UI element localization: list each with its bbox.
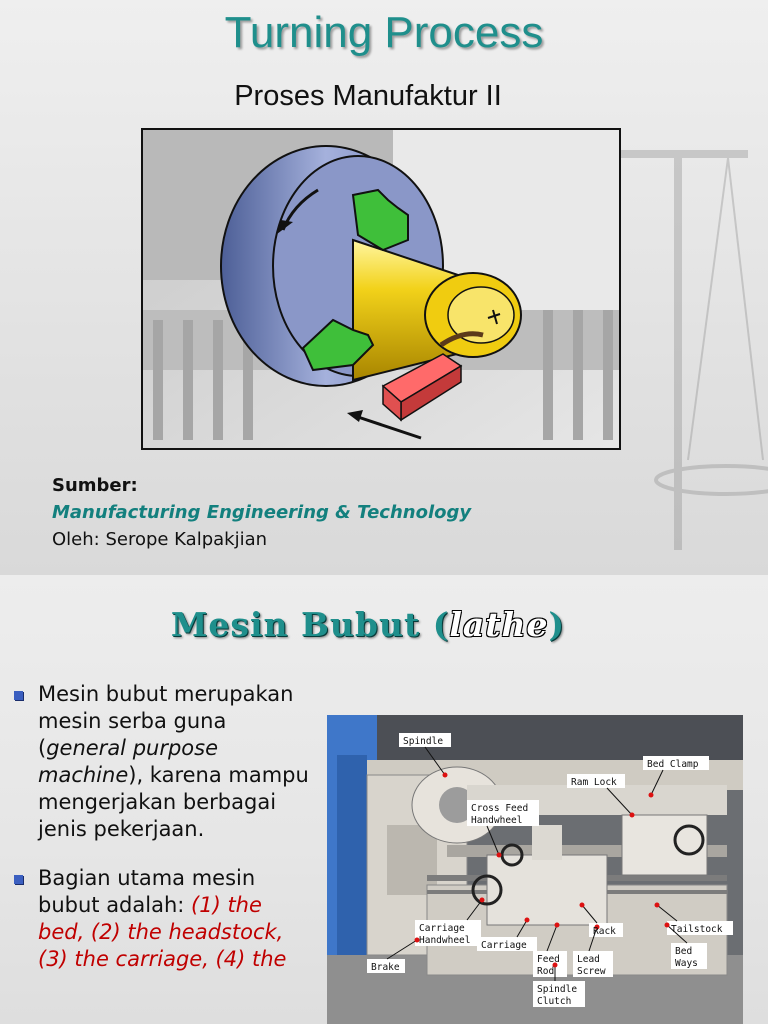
heading-prefix: Mesin Bubut ( (170, 605, 450, 644)
slide-title: Turning Process (224, 8, 544, 57)
bullet-item (14, 865, 314, 973)
label-ram-lock: Ram Lock (571, 777, 617, 788)
label-rack: Rack (593, 926, 616, 937)
source-author: Oleh: Serope Kalpakjian (52, 529, 268, 550)
bullet-list (14, 681, 314, 973)
heading-lathe: lathe (449, 605, 549, 644)
slide-heading (0, 605, 736, 644)
label-lead-screw-1: Lead (577, 954, 600, 965)
label-bed-ways-2: Ways (675, 958, 698, 969)
label-carriage-hw-2: Handwheel (419, 935, 471, 946)
bullet2-text1: Bagian utama mesin bubut adalah: (38, 866, 256, 917)
label-brake: Brake (371, 962, 400, 973)
label-carriage-hw-1: Carriage (419, 923, 465, 934)
label-cross-feed-2: Handwheel (471, 815, 523, 826)
label-cross-feed-1: Cross Feed (471, 803, 529, 814)
bullet1-text2: ), karena mampu mengerjakan berbagai jenis pekerjaan. (38, 763, 309, 841)
heading-suffix: ) (548, 605, 566, 644)
label-spindle-clutch-2: Clutch (537, 996, 572, 1007)
label-tailstock: Tailstock (671, 924, 723, 935)
turning-illustration (141, 128, 621, 450)
label-bed-clamp: Bed Clamp (647, 759, 699, 770)
bullet1-italic: general purpose machine (38, 736, 219, 787)
source-label: Sumber: (52, 475, 138, 496)
label-feed-rod-2: Rod (537, 966, 555, 977)
label-carriage: Carriage (481, 940, 527, 951)
bullet-item (14, 681, 314, 843)
bullet-square-icon (14, 691, 23, 700)
label-lead-screw-2: Screw (577, 966, 606, 977)
label-bed-ways-1: Bed (675, 946, 693, 957)
source-book-title: Manufacturing Engineering & Technology (52, 502, 472, 523)
bullet2-parts: (1) the bed, (2) the headstock, (3) the carriage, (4) the (38, 893, 287, 971)
label-feed-rod-1: Feed (537, 954, 560, 965)
source-citation (52, 472, 471, 553)
bullet1-text1: Mesin bubut merupakan mesin serba guna ( (38, 682, 294, 760)
slide-subtitle: Proses Manufaktur II (234, 80, 502, 112)
bullet-square-icon (14, 875, 23, 884)
label-spindle-clutch-1: Spindle (537, 984, 578, 995)
slide-mesin-bubut (0, 575, 768, 1024)
label-spindle: Spindle (403, 736, 444, 747)
lathe-photo (327, 715, 743, 1024)
